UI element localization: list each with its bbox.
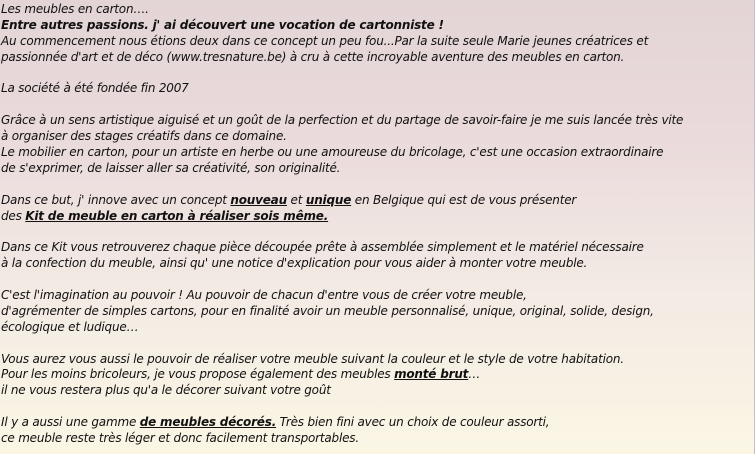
text-line: il ne vous restera plus qu'a le décorer suivant votre goût [1,383,331,398]
text-line: de s'exprimer, de laisser aller sa créativité, son originalité. [1,160,341,175]
text-line: Vous aurez vous aussi le pouvoir de réaliser votre meuble suivant la couleur et le style de votre habitation. [1,351,624,366]
text-line [1,415,753,431]
text-line: écologique et ludique… [1,319,139,334]
text-line [1,209,753,225]
text-line: C'est l'imagination au pouvoir ! Au pouvoir de chacun d'entre vous de créer votre meuble, [1,288,527,303]
paragraph-gap [1,177,753,193]
text-line: à la confection du meuble, ainsi qu' une notice d'explication pour vous aider à monter votre meuble. [1,256,588,271]
paragraph-gap [1,224,753,240]
text-run: en Belgique qui est de vous présenter [351,192,577,207]
text-line: ce meuble reste très léger et donc facilement transportables. [1,431,359,446]
paragraph-gap [1,272,753,288]
text-line: Le mobilier en carton, pour un artiste en herbe ou une amoureuse du bricolage, c'est une occasion extraordinaire [1,145,664,160]
paragraph-gap [1,399,753,415]
text-line: La société à été fondée fin 2007 [1,81,189,96]
text-run: Dans ce but, j' innove avec un concept [1,192,231,207]
emphasis-meubles-decores: de meubles décorés. [139,415,277,430]
paragraph-gap [1,336,753,352]
emphasis-unique: unique [305,192,352,207]
emphasis-nouveau: nouveau [230,192,287,207]
document-title: Les meubles en carton…. [1,2,149,16]
text-line [1,193,753,209]
emphasis-monte-brut: monté brut [394,367,469,382]
document-subtitle: Entre autres passions. j' ai découvert une vocation de cartonniste ! [1,17,444,32]
text-run: Très bien fini avec un choix de couleur assorti, [276,415,550,430]
text-run: des [1,208,26,223]
text-line: Au commencement nous étions deux dans ce concept un peu fou...Par la suite seule Marie jeunes créatrices et [1,33,649,48]
text-line: passionnée d'art et de déco (www.tresnature.be) à cru à cette incroyable aventure des meubles en carton. [1,49,625,64]
text-line [1,367,753,383]
text-line: d'agrémenter de simples cartons, pour en finalité avoir un meuble personnalisé, unique, original, solide, design, [1,303,654,318]
text-run: Il y a aussi une gamme [1,415,140,430]
text-run: … [468,367,481,382]
emphasis-kit: Kit de meuble en carton à réaliser sois même. [25,208,329,223]
text-line: à organiser des stages créatifs dans ce domaine. [1,129,287,144]
text-run: Pour les moins bricoleurs, je vous propose également des meubles [1,367,395,382]
document-body [1,2,753,447]
text-line: Dans ce Kit vous retrouverez chaque pièce découpée prête à assemblée simplement et le matériel nécessaire [1,240,644,255]
paragraph-gap [1,97,753,113]
paragraph-gap [1,66,753,82]
text-run: et [286,192,306,207]
text-line: Grâce à un sens artistique aiguisé et un goût de la perfection et du partage de savoir-faire je me suis lancée très vite [1,113,684,128]
